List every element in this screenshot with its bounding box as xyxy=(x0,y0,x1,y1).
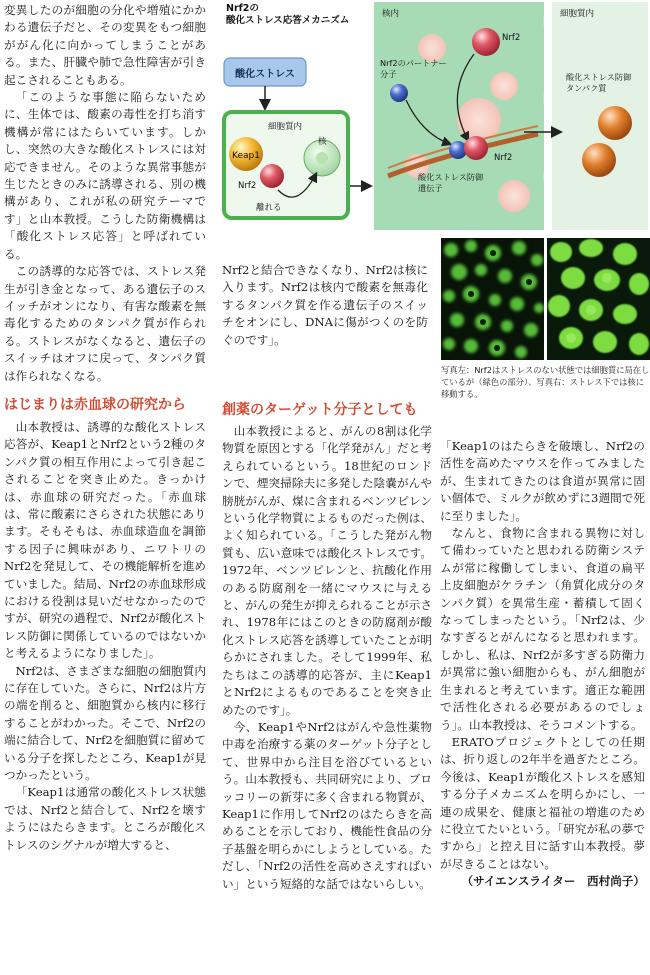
paragraph: 「Keap1のはたらきを破壊し、Nrf2の活性を高めたマウスを作ってみましたが、生まれてきたのは食道が異常に固い個体で、ミルクが飲めずに3週間で死に至りました」。 xyxy=(440,439,645,523)
faint-circle xyxy=(490,72,518,100)
paragraph: なんと、食物に含まれる異物に対して備わっていたと思われる防衛システムが常に稼働してしまい、食道の扁平上皮細胞がケラチン（角質化成分のタンパク質）を異常生産・蓄積して固くなってしまったという。「Nrf2は、少なすぎるとがんになると思われます。しかし、私は、Nrf2が多すぎる防衛力が異常に強い細胞からも、がん細胞が生まれると考えています。適正な範囲で活性化される必要があるのでしょう」。山本教授は、そうコメントする。 xyxy=(440,526,645,732)
paragraph: この誘導的な応答では、ストレス発生が引き金となって、ある遺伝子のスイッチがオンになり、有害な酸素を無毒化するためのタンパク質が作られる。ストレスがなくなると、遺伝子のスイッチはオフに戻って、タンパク質は作られなくなる。 xyxy=(4,264,206,383)
article-column-1 xyxy=(4,2,206,854)
paragraph: 変異したのが細胞の分化や増殖にかかわる遺伝子だと、その変異をもつ細胞ががん化に向かってしまうことがある。また、肝臓や肺で急性障害が引き起こされることもある。 xyxy=(4,3,206,87)
article-column-3 xyxy=(440,438,645,891)
photo-caption: 写真左：Nrf2はストレスのない状態では細胞質に局在しているが（緑色の部分）、写真右：ストレス下では核に移動する。 xyxy=(441,365,650,399)
paragraph: Nrf2は、さまざまな細胞の細胞質内に存在していた。さらに、Nrf2は片方の端を削ると、細胞質から核内に移行することがわかった。そこで、Nrf2の端に結合して、Nrf2を細胞質に留めている分子を探したところ、Keap1が見つかったという。 xyxy=(4,663,206,783)
paragraph: Nrf2と結合できなくなり、Nrf2は核に入ります。Nrf2は核内で酸素を無毒化するタンパク質を作る遺伝子のスイッチをオンにし、DNAに傷がつくのを防ぐのです」。 xyxy=(222,263,428,347)
nrf2-molecule-cyto xyxy=(260,164,284,188)
paragraph: ERATOプロジェクトとしての任期は、折り返しの2年半を過ぎたところ。今後は、Keap1が酸化ストレスを感知する分子メカニズムを明らかにし、一連の成果を、健康と福祉の増進のために役立てたいという。「研究が私の夢ですから」と控え目に話す山本教授。夢が尽きることはない。 xyxy=(440,734,645,871)
oxidative-stress-label: 酸化ストレス xyxy=(235,69,295,80)
mechanism-diagram xyxy=(222,0,650,232)
mechanism-figure xyxy=(222,0,650,232)
nrf2-molecule-bound xyxy=(464,136,488,160)
protein-molecule xyxy=(582,143,616,177)
nrf2-molecule-top xyxy=(472,28,500,56)
article-column-2 xyxy=(222,400,432,893)
section-heading: はじまりは赤血球の研究から xyxy=(4,396,186,413)
cytoplasm-panel-label: 細胞質内 xyxy=(560,9,595,19)
keap1-label: Keap1 xyxy=(232,151,260,161)
paragraph: 「Keap1は通常の酸化ストレス状態では、Nrf2と結合して、Nrf2を壊すようにはたらきます。ところが酸化ストレスのシグナルが増大すると、 xyxy=(4,785,206,852)
nrf2-label-cyto: Nrf2 xyxy=(238,181,257,191)
figure-title: Nrf2の 酸化ストレス応答メカニズム xyxy=(226,3,350,26)
partner-label: Nrf2のパートナー分子 xyxy=(380,58,447,79)
nucleus-small-label: 核 xyxy=(318,137,327,147)
paragraph: 山本教授は、誘導的な酸化ストレス応答が、Keap1とNrf2という2種のタンパク質の相互作用によって引き起こされることを突き止めた。きっかけは、赤血球の研究だった。「赤血球は、常に酸素にさらされた状態にあります。そもそもは、赤血球造血を調節する因子に興味があり、ニワトリのNrf2を発見して、その機能解析を進めていました。結局、Nrf2の赤血球形成における役割は見いだせなかったのですが、研究の過程で、Nrf2が酸化ストレス防御に関係しているのではないかと考えるようになりました」。 xyxy=(4,419,206,661)
micrograph-right xyxy=(547,238,650,360)
nuclear-membrane xyxy=(546,4,551,230)
cytoplasm-label-small: 細胞質内 xyxy=(268,122,303,132)
protein-molecule xyxy=(598,106,632,140)
nrf2-label-top: Nrf2 xyxy=(502,33,521,43)
gene-label: 酸化ストレス防御遺伝子 xyxy=(418,172,484,193)
faint-circle xyxy=(498,180,530,212)
author-signature: （サイエンスライター 西村尚子） xyxy=(461,874,645,889)
article-column-2-top xyxy=(222,262,428,349)
nrf2-label-bottom: Nrf2 xyxy=(494,153,513,163)
paragraph: 「このような事態に陥らないために、生体では、酸素の毒性を打ち消す機構が常にはたらいています。しかし、突然の大きな酸化ストレスには対応できません。そのような異常事態が生じたときのみに誘導される、別の機構があり、これが私の研究テーマです」と山本教授。こうした防衛機構は「酸化ストレス応答」と呼ばれている。 xyxy=(4,90,206,261)
nucleus-panel-label: 核内 xyxy=(382,9,400,19)
protein-label: 酸化ストレス防御タンパク質 xyxy=(566,72,632,93)
partner-molecule xyxy=(390,84,408,102)
section-heading: 創薬のターゲット分子としても xyxy=(222,402,418,418)
paragraph: 山本教授によると、がんの8割は化学物質を原因とする「化学発がん」だと考えられているという。18世紀のロンドンで、煙突掃除夫に多発した陰嚢がんや膀胱がんが、煤に含まれるベンツピレンという化学物質によるものだった例は、よく知られている。「こうした発がん物質も、広い意味では酸化ストレスです。1972年、ベンツピレンと、抗酸化作用のある防腐剤を一緒にマウスに与えると、がんの発生が抑えられることが示され、1978年にはこのときの防腐剤が酸化ストレス応答を誘導していたことが明らかにされました。そして1999年、私たちはこの誘導的応答が、主にKeap1とNrf2によるものであることを突き止めたのです」。 xyxy=(222,424,432,717)
micrograph-left xyxy=(441,238,544,360)
nucleus-core xyxy=(316,152,328,164)
release-label: 離れる xyxy=(256,203,282,213)
paragraph: 今、Keap1やNrf2はがんや急性薬物中毒を治療する薬のターゲット分子として、世界中から注目を浴びているという。山本教授も、共同研究により、ブロッコリーの新芽に多く含まれる物質が、Keap1に作用してNrf2のはたらきを高めることを示しており、機能性食品の分子基盤を明らかにしようとしている。ただし、「Nrf2の活性を高めさえすればいい」という短絡的な話ではないらしい。 xyxy=(222,719,432,891)
